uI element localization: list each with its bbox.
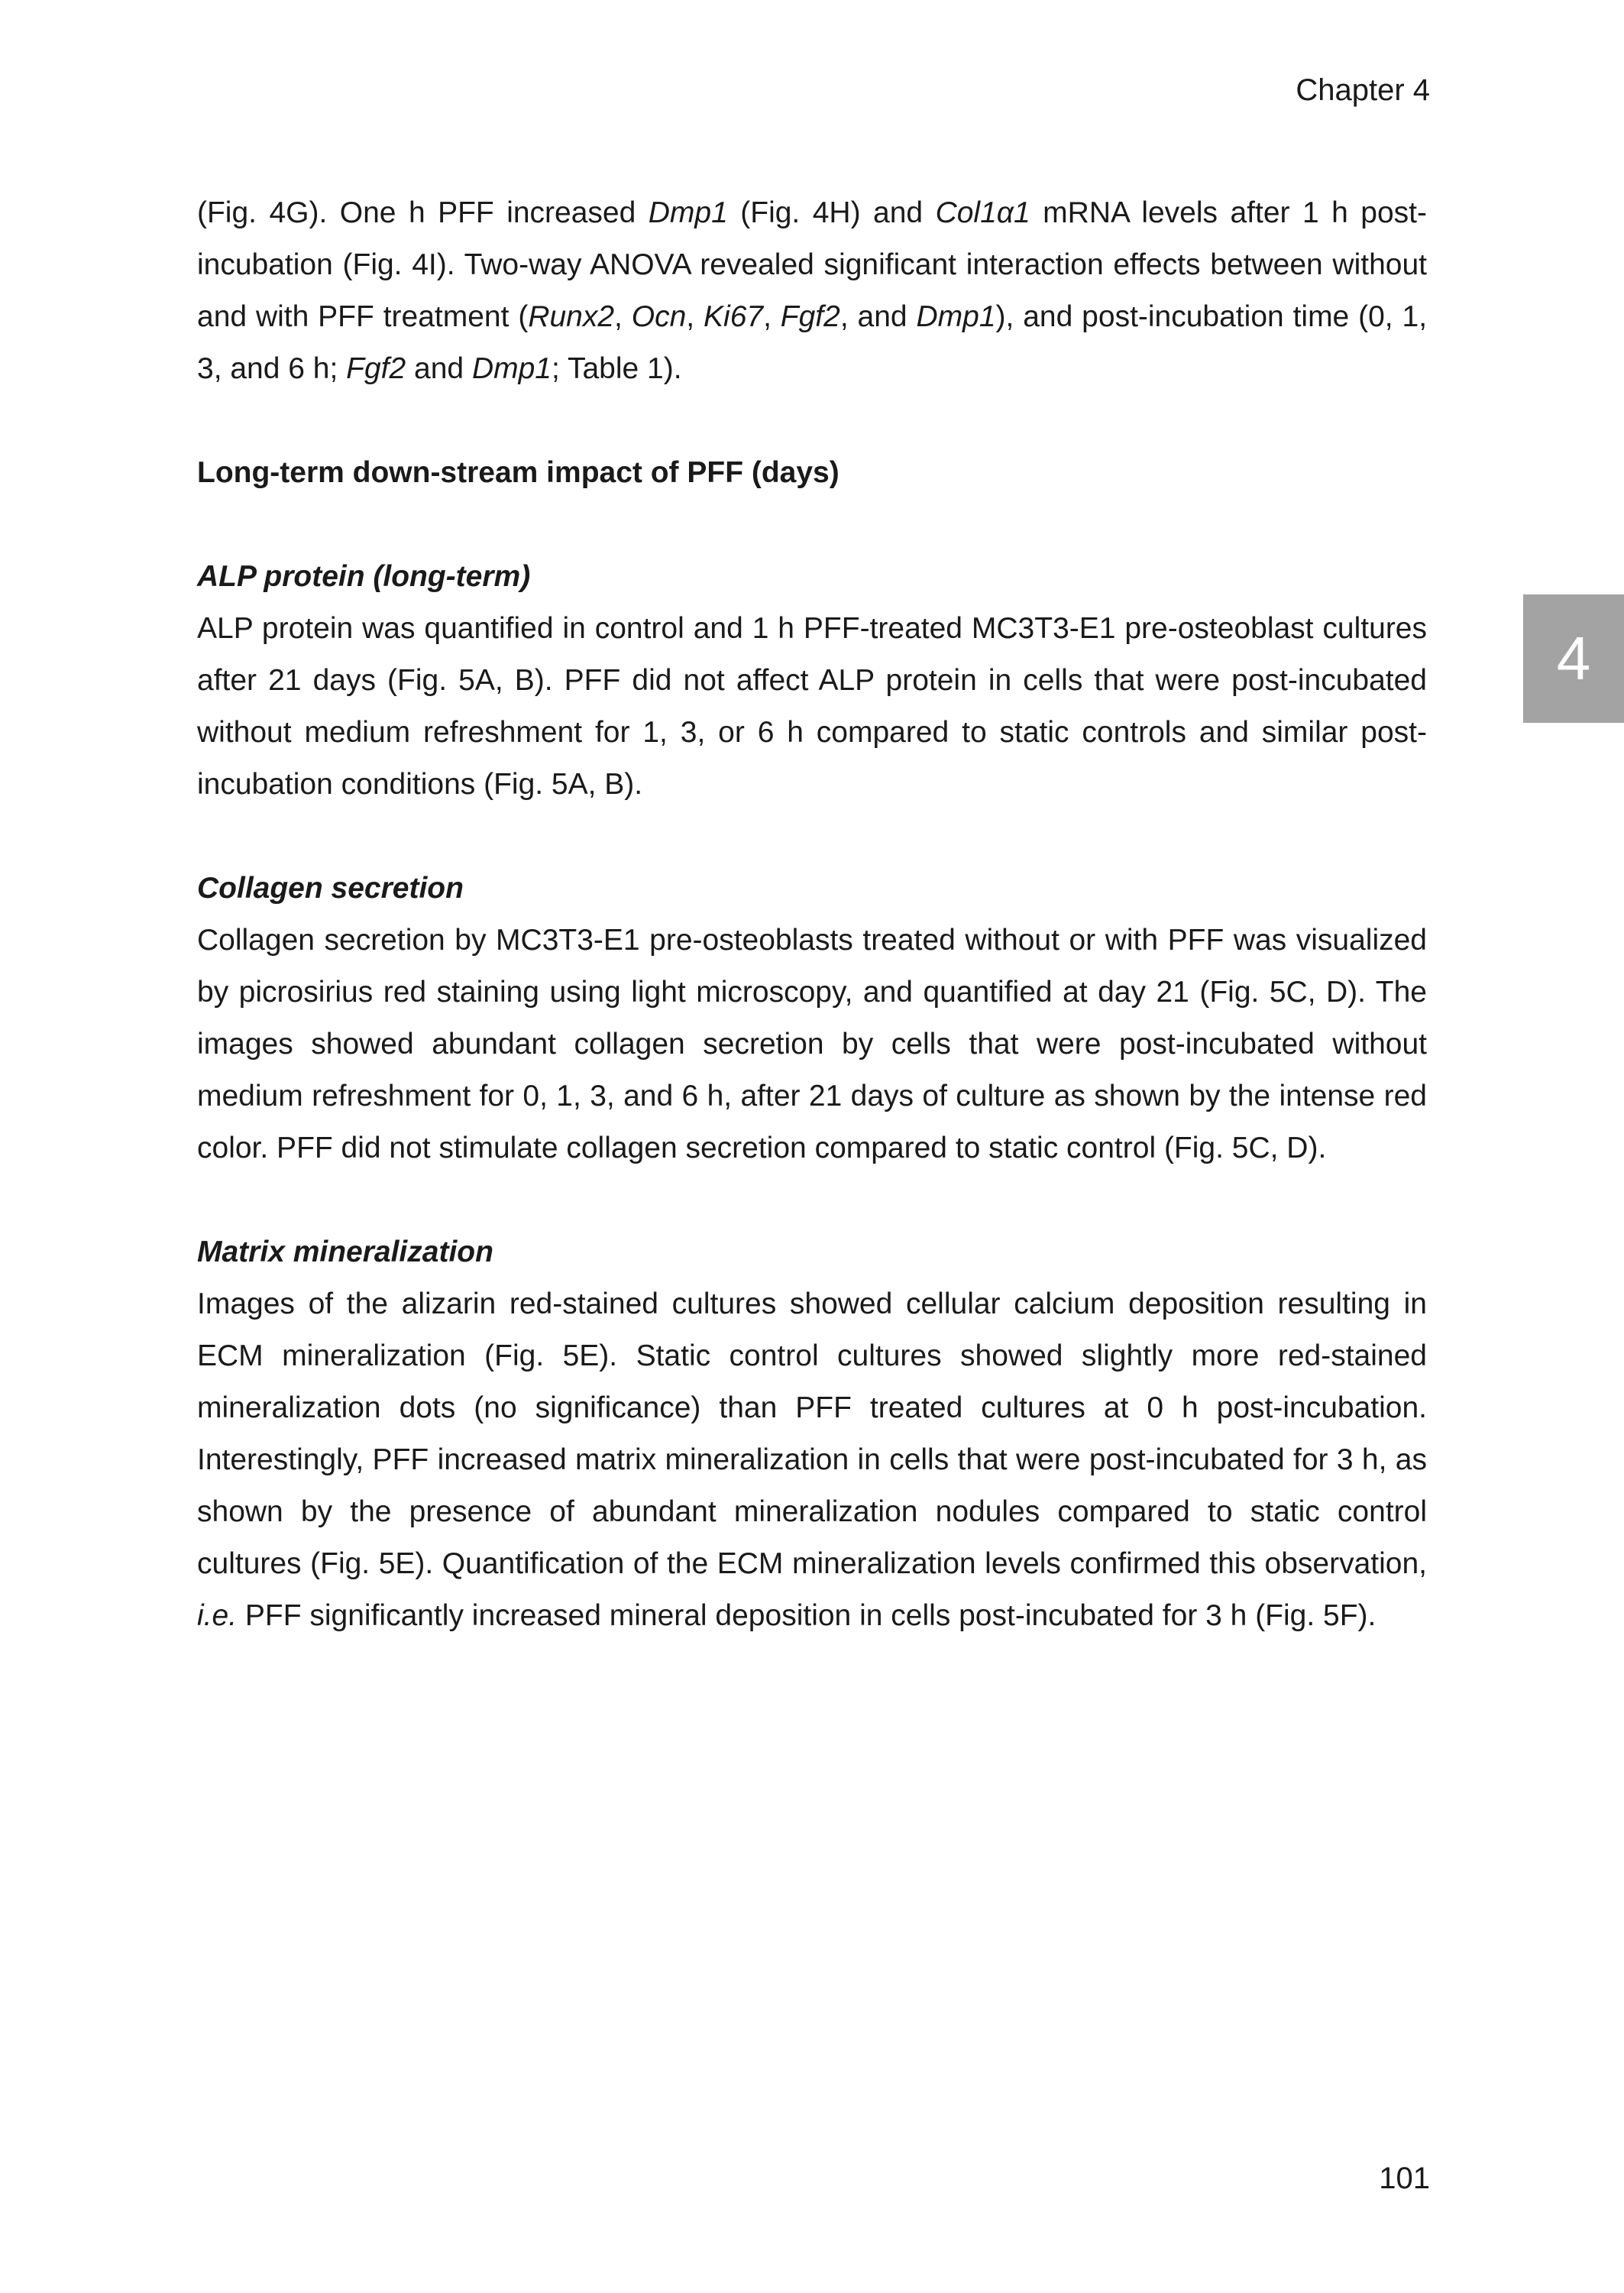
gene-name: Ki67	[704, 300, 764, 333]
gene-name: Dmp1	[648, 196, 728, 229]
gene-name: Dmp1	[471, 352, 552, 385]
gene-name: Dmp1	[916, 300, 996, 333]
gene-name: Fgf2	[346, 352, 406, 385]
subsection-heading-mineralization: Matrix mineralization	[197, 1236, 493, 1268]
paragraph-alp: ALP protein was quantified in control and 1 h PFF-treated MC3T3-E1 pre-osteoblast cultures after 21 days (Fig. 5A, B). PFF did not affect ALP protein in cells that were post-incubated without medium refreshment for 1, 3, or 6 h compared to static controls and similar post-incubation conditions (Fig. 5A, B).	[197, 612, 1427, 801]
subsection-heading-collagen: Collagen secretion	[197, 872, 464, 905]
abbreviation: i.e.	[197, 1599, 238, 1632]
gene-name: Col1α1	[935, 196, 1030, 229]
paragraph-collagen: Collagen secretion by MC3T3-E1 pre-osteoblasts treated without or with PFF was visualized by picrosirius red staining using light microscopy, and quantified at day 21 (Fig. 5C, D). The images showed abundant collagen secretion by cells that were post-incubated without medium refreshment for 0, 1, 3, and 6 h, after 21 days of culture as shown by the intense red color. PFF did not stimulate collagen secretion compared to static control (Fig. 5C, D).	[197, 924, 1427, 1164]
paragraph-continuation: (Fig. 4G). One h PFF increased Dmp1 (Fig. 4H) and Col1α1 mRNA levels after 1 h post-incubation (Fig. 4I). Two-way ANOVA revealed significant interaction effects between without and with PFF treatment (Runx2, Ocn, Ki67, Fgf2, and Dmp1), and post-incubation time (0, 1, 3, and 6 h; Fgf2 and Dmp1; Table 1).	[197, 196, 1428, 385]
gene-name: Fgf2	[780, 300, 840, 333]
page-number: 101	[1379, 2162, 1430, 2195]
chapter-tab	[1523, 594, 1624, 723]
chapter-tab-number: 4	[1556, 624, 1591, 692]
gene-name: Ocn	[631, 300, 687, 333]
gene-name: Runx2	[528, 300, 615, 333]
running-header: Chapter 4	[1296, 73, 1430, 107]
subsection-heading-alp: ALP protein (long-term)	[197, 560, 531, 593]
section-heading: Long-term down-stream impact of PFF (days)	[197, 456, 839, 489]
page-body	[197, 187, 1427, 1642]
paragraph-mineralization: Images of the alizarin red-stained cultures showed cellular calcium deposition resulting in ECM mineralization (Fig. 5E). Static control cultures showed slightly more red-stained mineralization dots (no significance) than PFF treated cultures at 0 h post-incubation. Interestingly, PFF increased matrix mineralization in cells that were post-incubated for 3 h, as shown by the presence of abundant mineralization nodules compared to static control cultures (Fig. 5E). Quantification of the ECM mineralization levels confirmed this observation, i.e. PFF significantly increased mineral deposition in cells post-incubated for 3 h (Fig. 5F).	[197, 1287, 1427, 1632]
